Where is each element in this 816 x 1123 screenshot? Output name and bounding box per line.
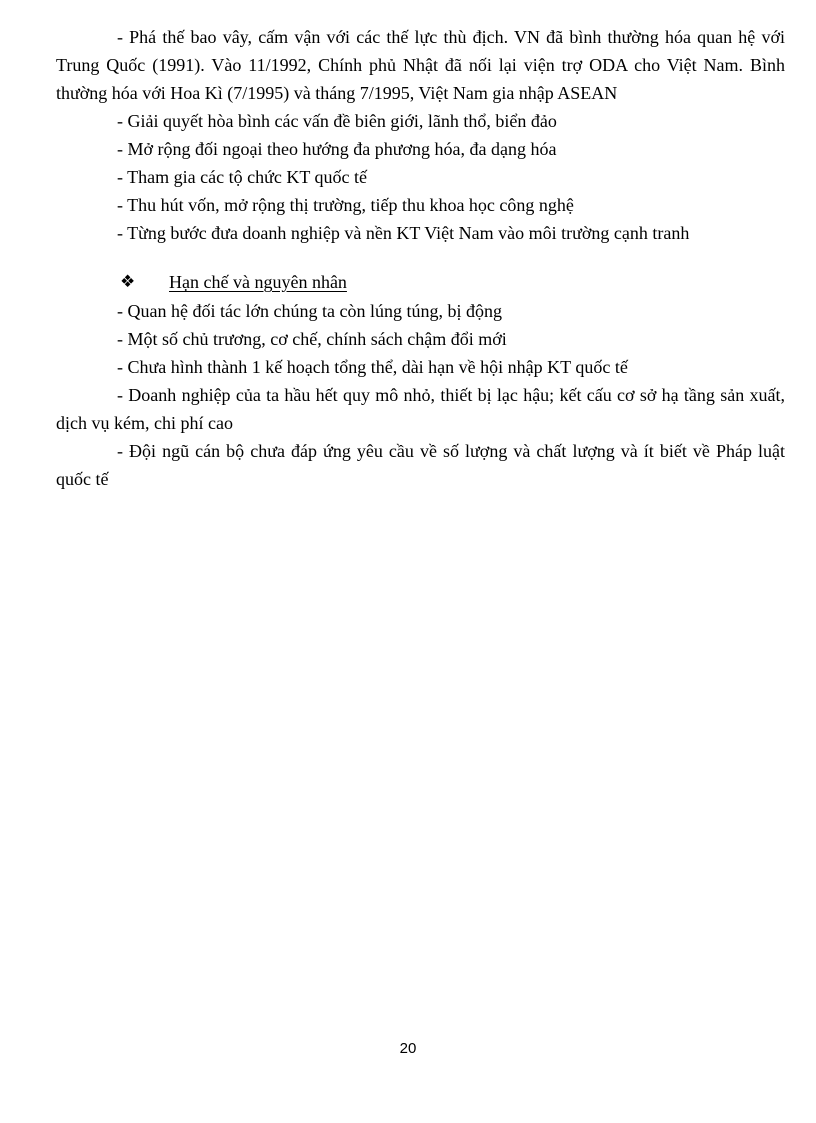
list-item: - Quan hệ đối tác lớn chúng ta còn lúng túng, bị động [117, 301, 502, 321]
list-item: - Doanh nghiệp của ta hầu hết quy mô nhỏ, thiết bị lạc hậu; kết cấu cơ sở hạ tầng sản xuất, dịch vụ kém, chi phí cao [56, 385, 785, 433]
section-heading-text: Hạn chế và nguyên nhân [169, 272, 347, 292]
page-number: 20 [399, 1040, 417, 1057]
list-item: - Đội ngũ cán bộ chưa đáp ứng yêu cầu về số lượng và chất lượng và ít biết về Pháp luật quốc tế [56, 441, 785, 489]
list-item: - Tham gia các tộ chức KT quốc tế [117, 167, 367, 187]
diamond-bullet-icon: ❖ [120, 272, 136, 291]
list-item: - Thu hút vốn, mở rộng thị trường, tiếp thu khoa học công nghệ [117, 195, 574, 215]
list-item: - Giải quyết hòa bình các vấn đề biên giới, lãnh thổ, biển đảo [117, 111, 557, 131]
list-item: - Một số chủ trương, cơ chế, chính sách chậm đổi mới [117, 329, 507, 349]
list-item: - Mở rộng đối ngoại theo hướng đa phương hóa, đa dạng hóa [117, 139, 557, 159]
list-item: - Chưa hình thành 1 kế hoạch tổng thể, dài hạn về hội nhập KT quốc tế [117, 357, 628, 377]
list-item: - Phá thế bao vây, cấm vận với các thế lực thù địch. VN đã bình thường hóa quan hệ với Trung Quốc (1991). Vào 11/1992, Chính phủ Nhật đã nối lại viện trợ ODA cho Việt Nam. Bình thường hóa với Hoa Kì (7/1995) và tháng 7/1995, Việt Nam gia nhập ASEAN [56, 27, 785, 103]
page-content [56, 23, 785, 493]
section-heading [56, 267, 785, 297]
list-item: - Từng bước đưa doanh nghiệp và nền KT Việt Nam vào môi trường cạnh tranh [117, 223, 690, 243]
